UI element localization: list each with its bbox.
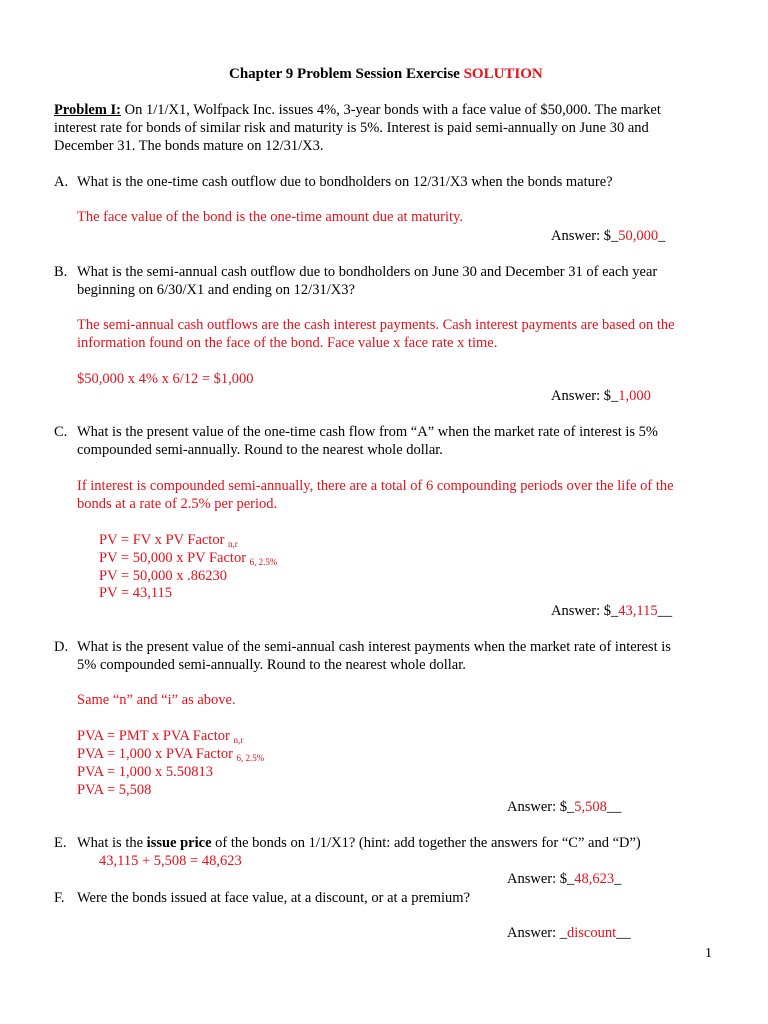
answer-a — [551, 227, 665, 245]
question-b-text-2: beginning on 6/30/X1 and ending on 12/31/X3? — [77, 282, 355, 298]
question-a-text: What is the one-time cash outflow due to bondholders on 12/31/X3 when the bonds mature? — [77, 174, 613, 190]
question-c-formula-3: PV = 50,000 x .86230 — [99, 568, 227, 584]
question-e-text-bold: issue price — [146, 835, 212, 851]
question-d-explanation: Same “n” and “i” as above. — [77, 692, 236, 708]
problem-statement-line-3: December 31. The bonds mature on 12/31/X3. — [54, 138, 324, 154]
question-d-formula-2 — [77, 745, 264, 764]
answer-e-value: 48,623 — [574, 871, 615, 887]
question-b-marker: B. — [54, 264, 68, 280]
question-f-text: Were the bonds issued at face value, at a discount, or at a premium? — [77, 890, 471, 906]
question-d-text-2: 5% compounded semi-annually. Round to the nearest whole dollar. — [77, 657, 466, 673]
answer-c-blank-post: __ — [657, 603, 673, 619]
question-c-explanation-1: If interest is compounded semi-annually, there are a total of 6 compounding periods over the life of the — [77, 478, 674, 494]
answer-b-label: Answer: $ — [551, 388, 612, 404]
title-main: Chapter 9 Problem Session Exercise — [229, 66, 464, 82]
question-c-formula-4: PV = 43,115 — [99, 585, 173, 601]
answer-d-label: Answer: $ — [507, 799, 568, 815]
answer-f-blank-pre: _ — [559, 925, 568, 941]
answer-e-blank-post: _ — [614, 871, 622, 887]
problem-statement-line-1 — [54, 101, 661, 119]
answer-d-value: 5,508 — [574, 799, 607, 815]
question-c-explanation-2: bonds at a rate of 2.5% per period. — [77, 496, 278, 512]
answer-b-value: 1,000 — [618, 388, 651, 404]
answer-a-blank-pre: _ — [611, 228, 619, 244]
formula-text: PV = FV x PV Factor — [99, 532, 229, 548]
title-solution: SOLUTION — [463, 66, 543, 82]
question-e-text — [77, 834, 641, 852]
answer-a-blank-post: _ — [658, 228, 666, 244]
page-number: 1 — [705, 946, 712, 961]
answer-f — [507, 924, 631, 942]
answer-b-blank-pre: _ — [611, 388, 619, 404]
problem-text-1: On 1/1/X1, Wolfpack Inc. issues 4%, 3-year bonds with a face value of $50,000. The market — [121, 102, 661, 118]
formula-text: PV = 50,000 x PV Factor — [99, 550, 250, 566]
problem-label: Problem I: — [54, 102, 121, 118]
question-e-marker: E. — [54, 835, 67, 851]
answer-d-blank-post: __ — [606, 799, 622, 815]
answer-e-label: Answer: $ — [507, 871, 568, 887]
problem-statement-line-2: interest rate for bonds of similar risk and maturity is 5%. Interest is paid semi-annually on June 30 and — [54, 120, 649, 136]
question-e-text-pre: What is the — [77, 835, 147, 851]
question-d-formula-1 — [77, 727, 243, 746]
formula-subscript: 6, 2.5% — [236, 753, 265, 763]
answer-c-label: Answer: $ — [551, 603, 612, 619]
question-f-marker: F. — [54, 890, 65, 906]
question-c-formula-2 — [99, 549, 277, 568]
question-c-marker: C. — [54, 424, 68, 440]
question-b-explanation-2: information found on the face of the bond. Face value x face rate x time. — [77, 335, 498, 351]
question-d-text-1: What is the present value of the semi-annual cash interest payments when the market rate of interest is — [77, 639, 671, 655]
question-d-formula-4: PVA = 5,508 — [77, 782, 152, 798]
formula-subscript: n,r — [228, 539, 238, 549]
answer-c — [551, 602, 672, 620]
formula-text: PVA = PMT x PVA Factor — [77, 728, 234, 744]
question-d-formula-3: PVA = 1,000 x 5.50813 — [77, 764, 214, 780]
question-b-explanation-1: The semi-annual cash outflows are the cash interest payments. Cash interest payments are based on the — [77, 317, 675, 333]
answer-e-blank-pre: _ — [567, 871, 575, 887]
question-d-marker: D. — [54, 639, 69, 655]
answer-f-value: discount — [567, 925, 617, 941]
question-c-text-1: What is the present value of the one-time cash flow from “A” when the market rate of interest is 5% — [77, 424, 658, 440]
answer-e — [507, 870, 621, 888]
question-a-marker: A. — [54, 174, 69, 190]
answer-a-value: 50,000 — [618, 228, 659, 244]
question-b-calculation: $50,000 x 4% x 6/12 = $1,000 — [77, 371, 254, 387]
formula-subscript: n,r — [233, 735, 244, 745]
question-a-explanation: The face value of the bond is the one-time amount due at maturity. — [77, 209, 463, 225]
answer-b — [551, 387, 651, 405]
question-c-formula-1 — [99, 531, 238, 550]
question-e-text-post: of the bonds on 1/1/X1? (hint: add together the answers for “C” and “D”) — [211, 835, 641, 851]
answer-a-label: Answer: $ — [551, 228, 612, 244]
formula-text: PVA = 1,000 x PVA Factor — [77, 746, 237, 762]
answer-f-label: Answer: — [507, 925, 560, 941]
formula-subscript: 6, 2.5% — [249, 557, 278, 567]
question-b-text-1: What is the semi-annual cash outflow due to bondholders on June 30 and December 31 of each year — [77, 264, 658, 280]
answer-d — [507, 798, 621, 816]
page-title — [229, 65, 543, 83]
question-e-calculation: 43,115 + 5,508 = 48,623 — [99, 853, 242, 869]
answer-f-blank-post: __ — [616, 925, 631, 941]
question-c-text-2: compounded semi-annually. Round to the nearest whole dollar. — [77, 442, 443, 458]
answer-c-blank-pre: _ — [611, 603, 619, 619]
answer-c-value: 43,115 — [618, 603, 658, 619]
answer-d-blank-pre: _ — [567, 799, 575, 815]
